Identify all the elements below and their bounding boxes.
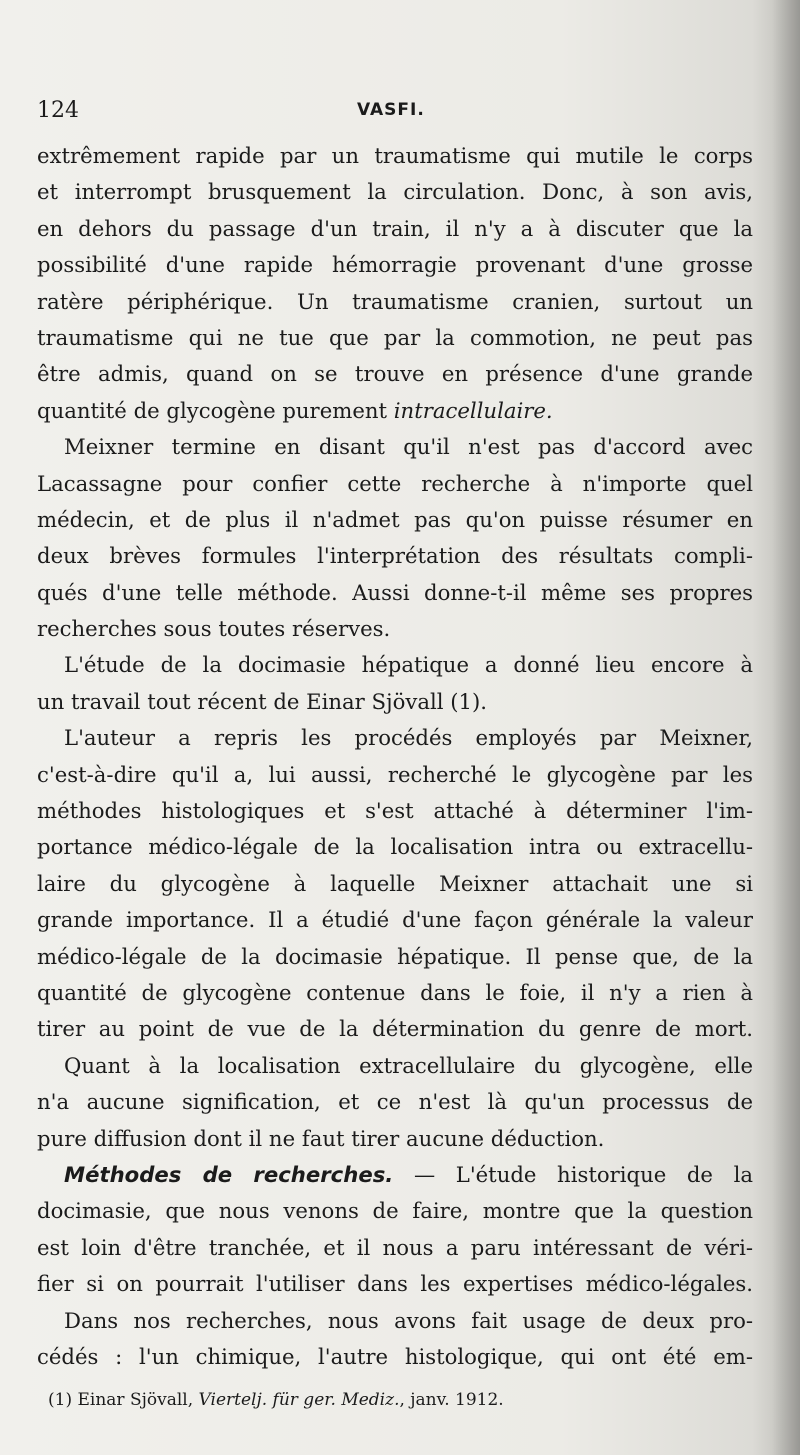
section-heading-line [37,1157,753,1193]
footnote [48,1390,728,1410]
text-line: est loin d'être tranchée, et il nous a paru intéressant de véri- [37,1234,753,1260]
page-edge-shadow [772,0,800,1455]
paragraph-start-line: Dans nos recherches, nous avons fait usage de deux pro- [64,1307,753,1333]
text-line: possibilité d'une rapide hémorragie provenant d'une grosse [37,252,753,278]
footnote-author: Einar Sjövall, [72,1390,199,1410]
text-line: ratère périphérique. Un traumatisme cranien, surtout un [37,288,753,314]
paragraph-start-line: L'étude de la docimasie hépatique a donné lieu encore à [64,652,753,678]
text-line: méthodes histologiques et s'est attaché à déterminer l'im- [37,798,753,824]
text-line: extrêmement rapide par un traumatisme qui mutile le corps [37,143,753,168]
text-line: médecin, et de plus il n'admet pas qu'on puisse résumer en [37,506,753,532]
running-head: VASFI. [357,100,425,120]
text-line: docimasie, que nous venons de faire, montre que la question [37,1198,753,1224]
footnote-marker: (1) [48,1390,73,1410]
text-line: être admis, quand on se trouve en présence d'une grande [37,361,753,387]
page-header [37,98,737,128]
footnote-journal: Viertelj. für ger. Mediz. [198,1390,400,1410]
section-heading: Méthodes de recherches. [64,1161,394,1187]
text-line: qués d'une telle méthode. Aussi donne-t-il même ses propres [37,579,753,605]
paragraph-start-line: Quant à la localisation extracellulaire du glycogène, elle [64,1052,753,1078]
text-line: cédés : l'un chimique, l'autre histologique, qui ont été em- [37,1343,753,1369]
text-run: quantité de glycogène purement [37,397,394,423]
text-line: recherches sous toutes réserves. [37,616,391,642]
text-line: c'est-à-dire qu'il a, lui aussi, recherché le glycogène par les [37,761,753,787]
text-line: pure diffusion dont il ne faut tirer aucune déduction. [37,1125,605,1151]
text-line: un travail tout récent de Einar Sjövall (1). [37,688,488,714]
italic-word: intracellulaire. [393,397,553,423]
text-line: portance médico-légale de la localisation intra ou extracellu- [37,834,753,860]
text-line: et interrompt brusquement la circulation. Donc, à son avis, [37,179,753,205]
paragraph-start-line: L'auteur a repris les procédés employés par Meixner, [64,725,753,751]
text-line: Lacassagne pour confier cette recherche à n'importe quel [37,470,753,496]
paragraph-start-line: Meixner termine en disant qu'il n'est pas d'accord avec [64,434,753,460]
text-line: grande importance. Il a étudié d'une façon générale la valeur [37,907,753,933]
text-line: médico-légale de la docimasie hépatique. Il pense que, de la [37,943,753,969]
text-run: — L'étude historique de la [393,1161,753,1187]
text-line-with-italic [37,393,753,429]
text-line: quantité de glycogène contenue dans le foie, il n'y a rien à [37,979,753,1005]
text-line: n'a aucune signification, et ce n'est là qu'un processus de [37,1089,753,1115]
page-number: 124 [37,98,79,123]
text-line: tirer au point de vue de la détermination du genre de mort. [37,1016,753,1042]
text-line: en dehors du passage d'un train, il n'y a à discuter que la [37,215,753,241]
body-text [37,138,753,1375]
footnote-date: , janv. 1912. [399,1390,504,1410]
text-line: laire du glycogène à laquelle Meixner attachait une si [37,870,753,896]
text-line: traumatisme qui ne tue que par la commotion, ne peut pas [37,324,753,350]
text-line: fier si on pourrait l'utiliser dans les expertises médico-légales. [37,1271,753,1297]
text-line: deux brèves formules l'interprétation des résultats compli- [37,543,753,569]
